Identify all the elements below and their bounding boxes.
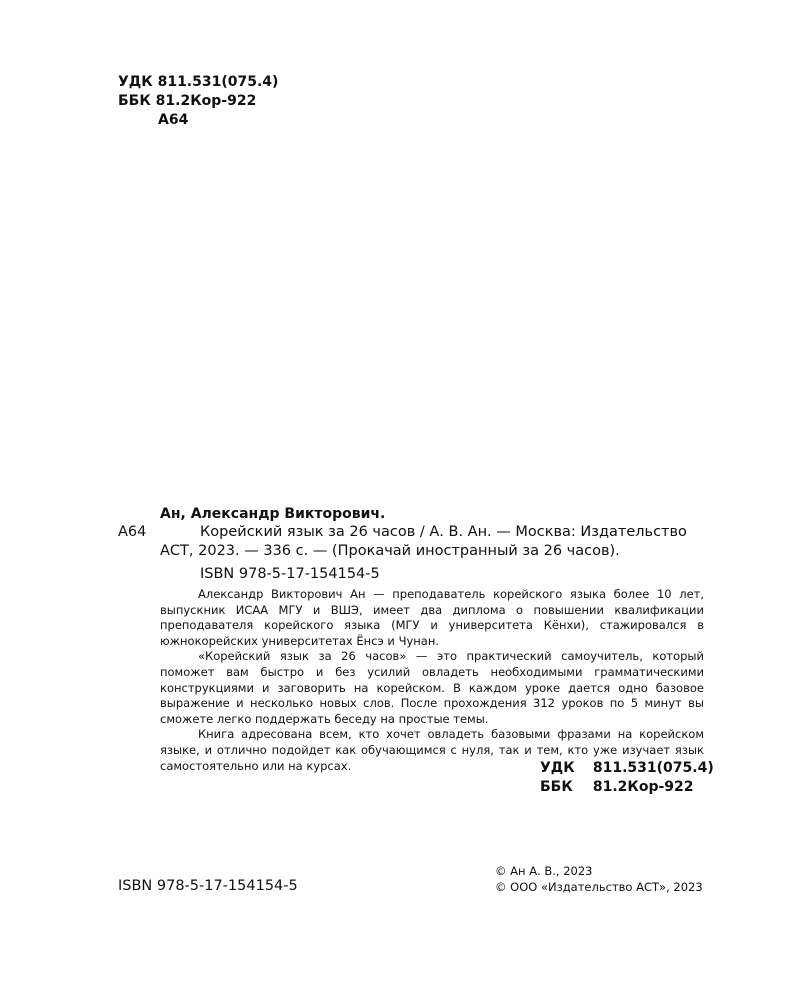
annotation-paragraph: «Корейский язык за 26 часов» — это практический самоучитель, который поможет вам быстро и без усилий овладеть необходимыми грамматическими конструкциями и заговорить на корейском. В каждом уроке дается одно базовое выражение и несколько новых слов. После прохождения 312 уроков по 5 минут вы сможете легко поддержать беседу на простые темы. xyxy=(160,649,704,726)
bottom-classification xyxy=(540,759,714,797)
bottom-udk-label: УДК xyxy=(540,760,575,776)
annotation-paragraph: Александр Викторович Ан — преподаватель корейского языка более 10 лет, выпускник ИСАА МГУ и ВШЭ, имеет два диплома о повышении квалификации преподавателя корейского языка (МГУ и университета Кёнхи), стажировался в южнокорейских университетах Ёнсэ и Чунан. xyxy=(160,587,704,648)
copyright-author: © Ан А. В., 2023 xyxy=(495,864,593,878)
bibliographic-isbn: ISBN 978-5-17-154154-5 xyxy=(200,566,380,582)
bottom-bbk-label: ББК xyxy=(540,779,573,795)
classification-block xyxy=(118,73,278,130)
bottom-udk-value: 811.531(075.4) xyxy=(592,760,714,776)
copyright-block xyxy=(495,863,703,895)
annotation-paragraph: Книга адресована всем, кто хочет овладеть базовыми фразами на корейском языке, и отлично подойдет как обучающимся с нуля, так и тем, кто уже изучает язык самостоятельно или на курсах. xyxy=(160,727,704,773)
bottom-bbk-row xyxy=(540,778,714,797)
udk-code: УДК 811.531(075.4) xyxy=(118,74,279,90)
copyright-publisher: © ООО «Издательство АСТ», 2023 xyxy=(495,880,703,894)
bottom-bbk-value: 81.2Кор-922 xyxy=(592,779,694,795)
annotation xyxy=(160,587,704,774)
bottom-udk-row xyxy=(540,759,714,778)
bibliographic-title-line-2: АСТ, 2023. — 336 с. — (Прокачай иностранный за 26 часов). xyxy=(160,543,620,559)
bibliographic-title-line-1: Корейский язык за 26 часов / А. В. Ан. — Москва: Издательство xyxy=(200,524,687,540)
bibliographic-author-mark: А64 xyxy=(118,524,147,540)
footer-isbn: ISBN 978-5-17-154154-5 xyxy=(118,878,298,894)
bibliographic-author: Ан, Александр Викторович. xyxy=(160,506,386,522)
bibliographic-title xyxy=(160,523,704,561)
bbk-code: ББК 81.2Кор-922 xyxy=(118,93,257,109)
author-mark: А64 xyxy=(158,112,189,128)
